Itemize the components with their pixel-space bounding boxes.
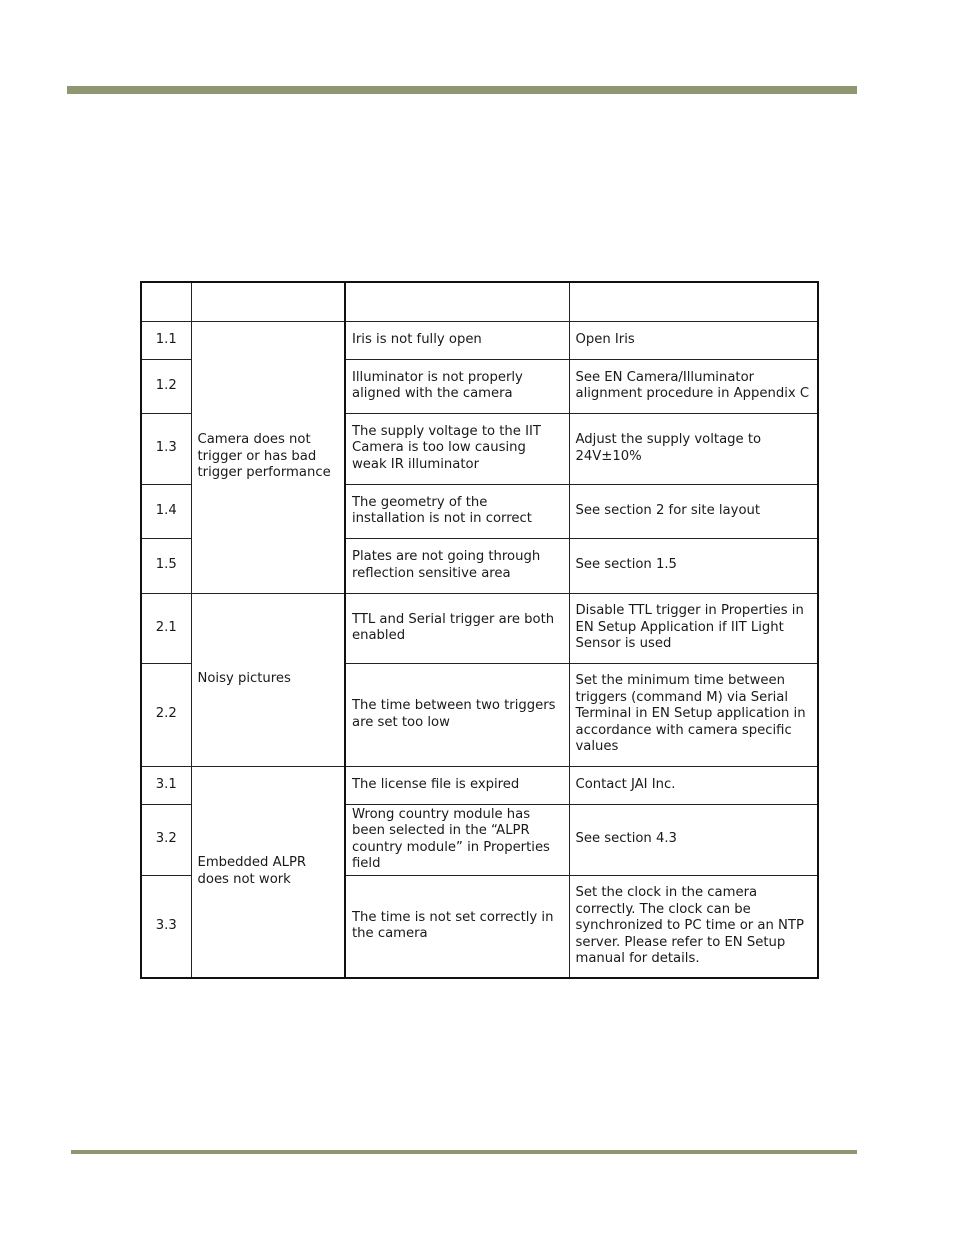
symptom-cell: Noisy pictures [191, 593, 345, 766]
cause-cell: The time is not set correctly in the camera [345, 875, 569, 978]
row-number: 3.1 [141, 766, 191, 804]
cause-cell: Iris is not fully open [345, 321, 569, 359]
table-row [141, 593, 818, 663]
row-number: 3.3 [141, 875, 191, 978]
cause-cell: TTL and Serial trigger are both enabled [345, 593, 569, 663]
row-number: 3.2 [141, 804, 191, 875]
table-row [141, 766, 818, 804]
row-number: 2.2 [141, 663, 191, 766]
row-number: 1.3 [141, 413, 191, 484]
cause-cell: Illuminator is not properly aligned with the camera [345, 359, 569, 413]
action-cell: Set the minimum time between triggers (command M) via Serial Terminal in EN Setup application in accordance with camera specific values [569, 663, 818, 766]
symptom-cell: Camera does not trigger or has bad trigger performance [191, 321, 345, 593]
cause-cell: The license file is expired [345, 766, 569, 804]
header-rule [67, 86, 857, 94]
row-number: 1.1 [141, 321, 191, 359]
action-cell: Open Iris [569, 321, 818, 359]
action-cell: Disable TTL trigger in Properties in EN Setup Application if IIT Light Sensor is used [569, 593, 818, 663]
row-number: 1.5 [141, 538, 191, 593]
cause-cell: Plates are not going through reflection sensitive area [345, 538, 569, 593]
header-cell-cause [345, 282, 569, 321]
header-cell-action [569, 282, 818, 321]
cause-cell: Wrong country module has been selected in the “ALPR country module” in Properties field [345, 804, 569, 875]
cause-cell: The supply voltage to the IIT Camera is too low causing weak IR illuminator [345, 413, 569, 484]
action-cell: Contact JAI Inc. [569, 766, 818, 804]
action-cell: See EN Camera/Illuminator alignment procedure in Appendix C [569, 359, 818, 413]
action-cell: See section 4.3 [569, 804, 818, 875]
action-cell: See section 2 for site layout [569, 484, 818, 538]
header-cell-symptom [191, 282, 345, 321]
table-row [141, 321, 818, 359]
cause-cell: The time between two triggers are set too low [345, 663, 569, 766]
action-cell: Set the clock in the camera correctly. The clock can be synchronized to PC time or an NTP server. Please refer to EN Setup manual for details. [569, 875, 818, 978]
symptom-cell: Embedded ALPR does not work [191, 766, 345, 978]
action-cell: See section 1.5 [569, 538, 818, 593]
row-number: 2.1 [141, 593, 191, 663]
row-number: 1.4 [141, 484, 191, 538]
footer-rule [71, 1150, 857, 1154]
header-cell-number [141, 282, 191, 321]
troubleshooting-table [140, 281, 819, 979]
table-header-row [141, 282, 818, 321]
action-cell: Adjust the supply voltage to 24V±10% [569, 413, 818, 484]
cause-cell: The geometry of the installation is not in correct [345, 484, 569, 538]
row-number: 1.2 [141, 359, 191, 413]
